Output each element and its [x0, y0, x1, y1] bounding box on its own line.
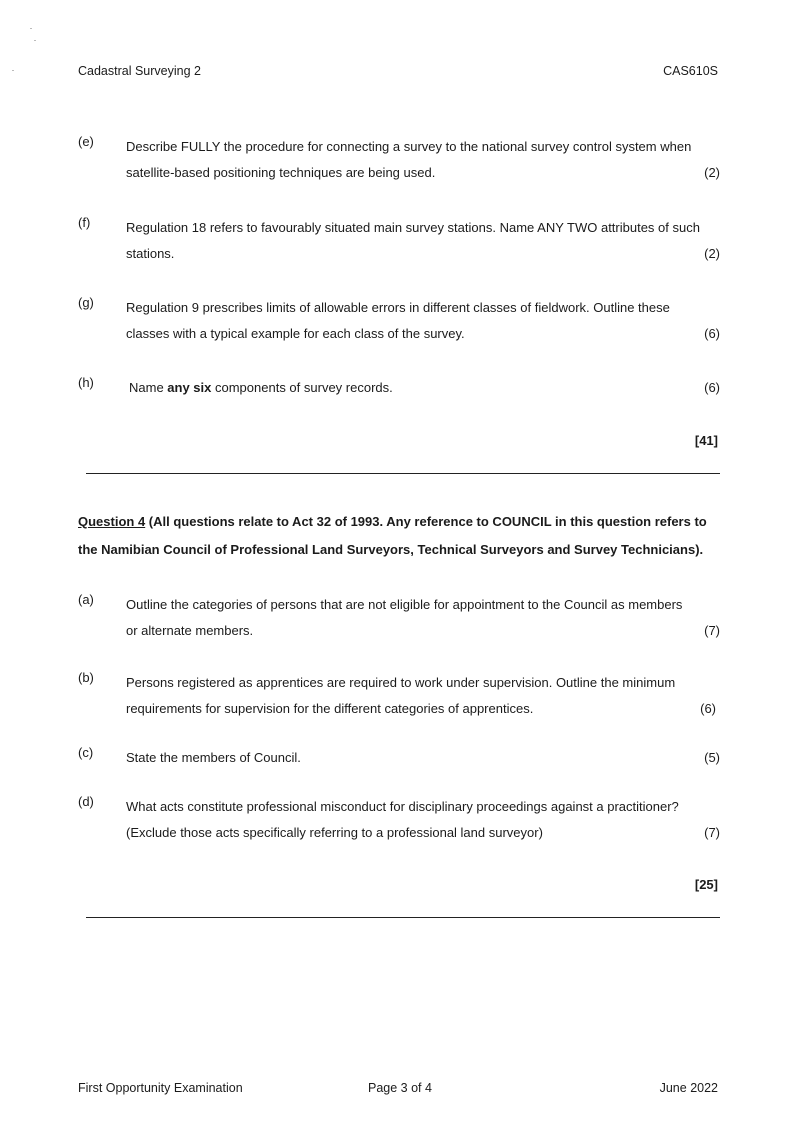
item-marks: (2) [704, 165, 720, 180]
question-item-g [78, 295, 720, 347]
item-marks: (2) [704, 246, 720, 261]
section-total: [41] [694, 433, 718, 448]
item-label: (d) [78, 794, 94, 809]
question-item-c [78, 745, 720, 771]
question-item-f [78, 215, 720, 267]
scan-speck [12, 70, 14, 71]
item-marks: (5) [704, 750, 720, 765]
item-text-line: requirements for supervision for the different categories of apprentices. [126, 701, 534, 716]
item-text-line: Regulation 18 refers to favourably situated main survey stations. Name ANY TWO attributes of such [126, 220, 700, 235]
item-label: (f) [78, 215, 91, 230]
item-marks: (7) [704, 825, 720, 840]
question-item-a [78, 592, 720, 644]
question-item-e [78, 134, 720, 186]
footer-page-number: Page 3 of 4 [368, 1081, 432, 1095]
question-item-b [78, 670, 720, 722]
item-text-suffix: components of survey records. [211, 380, 393, 395]
item-text-line: stations. [126, 246, 175, 261]
item-marks: (7) [704, 623, 720, 638]
item-text-emphasis: any six [167, 380, 212, 395]
item-marks: (6) [704, 326, 720, 341]
item-text-prefix: Name [129, 380, 168, 395]
item-text-line: or alternate members. [126, 623, 254, 638]
item-marks: (6) [700, 701, 716, 716]
question-4-total: [25] [694, 877, 718, 892]
question-4-intro: the Namibian Council of Professional Land Surveyors, Technical Surveyors and Survey Technicians). [78, 542, 704, 557]
item-label: (e) [78, 134, 94, 149]
item-text-line: classes with a typical example for each class of the survey. [126, 326, 465, 341]
question-4-intro: (All questions relate to Act 32 of 1993. Any reference to COUNCIL in this question refers to [145, 514, 707, 529]
item-label: (b) [78, 670, 94, 685]
item-text-line: Describe FULLY the procedure for connecting a survey to the national survey control system when [126, 139, 692, 154]
item-text-line: Persons registered as apprentices are required to work under supervision. Outline the minimum [126, 675, 676, 690]
item-text-line: Outline the categories of persons that are not eligible for appointment to the Council as members [126, 597, 683, 612]
course-title: Cadastral Surveying 2 [78, 64, 201, 78]
scan-speck [34, 40, 36, 41]
item-text-line: (Exclude those acts specifically referring to a professional land surveyor) [126, 825, 543, 840]
item-text-line: satellite-based positioning techniques are being used. [126, 165, 436, 180]
item-text-line: What acts constitute professional misconduct for disciplinary proceedings against a practitioner? [126, 799, 679, 814]
course-code: CAS610S [663, 64, 718, 78]
question-item-h [78, 375, 720, 401]
question-4-heading [78, 508, 720, 564]
question-item-d [78, 794, 720, 846]
item-text-line: State the members of Council. [126, 750, 301, 765]
section-divider [86, 473, 720, 474]
item-label: (g) [78, 295, 94, 310]
item-label: (a) [78, 592, 94, 607]
item-text-line: Regulation 9 prescribes limits of allowable errors in different classes of fieldwork. Outline these [126, 300, 670, 315]
question-4-title: Question 4 [78, 514, 146, 529]
item-marks: (6) [704, 380, 720, 395]
item-label: (c) [78, 745, 94, 760]
question-4-divider [86, 917, 720, 918]
footer-exam: First Opportunity Examination [78, 1081, 243, 1095]
footer-date: June 2022 [659, 1081, 718, 1095]
item-label: (h) [78, 375, 94, 390]
scan-speck [30, 28, 32, 29]
